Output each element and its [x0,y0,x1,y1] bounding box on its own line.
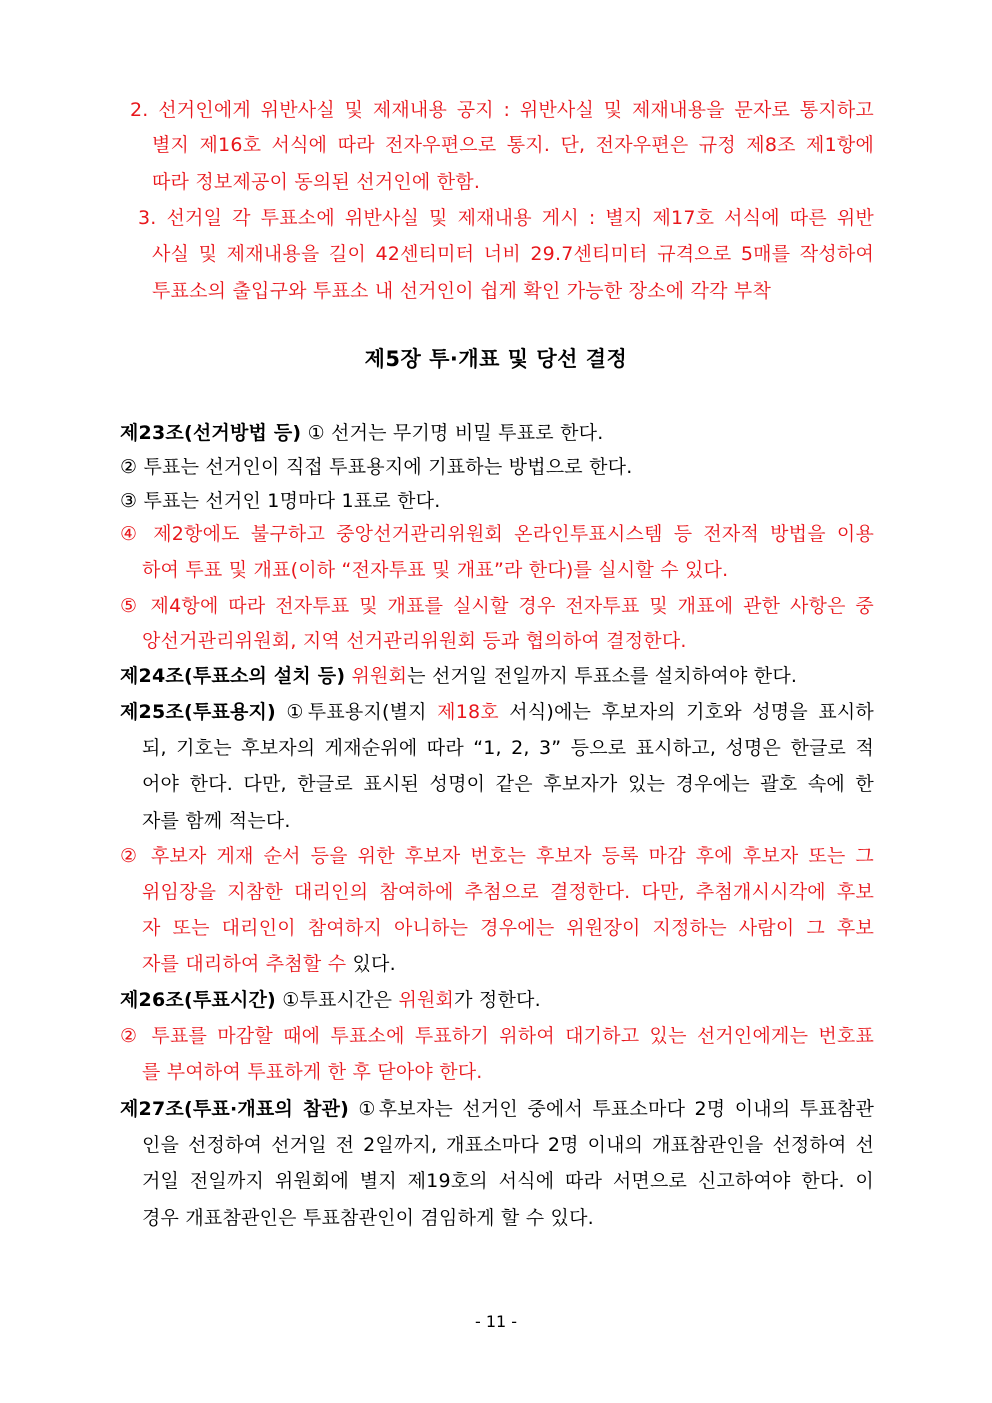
article-24-red-text: 위원회 [351,665,408,687]
article-25-para1-line4: 자를 함께 적는다. [142,810,291,832]
article-23-para5-line2: 앙선거관리위원회, 지역 선거관리위원회 등과 협의하여 결정한다. [142,630,687,652]
article-25-para1-a: ①투표용지(별지 [286,701,438,723]
item3-line2: 사실 및 제재내용을 길이 42센티미터 너비 29.7센티미터 규격으로 5매를 작성하여 [152,243,874,265]
article-26-para2-line1: ② 투표를 마감할 때에 투표소에 투표하기 위하여 대기하고 있는 선거인에게는 번호표 [120,1025,874,1047]
article-24-heading: 제24조(투표소의 설치 등) [120,665,346,687]
article-26-para2-line2: 를 부여하여 투표하게 한 후 닫아야 한다. [142,1061,483,1083]
article-25-para2-line1: ② 후보자 게재 순서 등을 위한 후보자 번호는 후보자 등록 마감 후에 후보자 또는 그 [120,845,874,867]
article-27-line1 [120,1094,874,1124]
article-23-para4-line2: 하여 투표 및 개표(이하 “전자투표 및 개표”라 한다)를 실시할 수 있다. [142,559,729,581]
article-23-para5-line1: ⑤ 제4항에 따라 전자투표 및 개표를 실시할 경우 전자투표 및 개표에 관한 사항은 중 [120,595,874,617]
article-23-para2: ② 투표는 선거인이 직접 투표용지에 기표하는 방법으로 한다. [120,456,633,478]
item2-line3: 따라 정보제공이 동의된 선거인에 한함. [152,171,481,193]
article-25-line1 [120,697,874,727]
article-25-para2-line4-black: 있다. [346,953,396,975]
article-25-heading: 제25조(투표용지) [120,701,276,723]
article-23-heading: 제23조(선거방법 등) [120,422,302,444]
article-25-para2-line4-red: 자를 대리하여 추첨할 수 [142,953,347,975]
item3-line3: 투표소의 출입구와 투표소 내 선거인이 쉽게 확인 가능한 장소에 각각 부착 [152,280,772,302]
article-25-para1-line2: 되, 기호는 후보자의 게재순위에 따라 “1, 2, 3” 등으로 표시하고, 성명은 한글로 적 [142,737,874,759]
article-26-line1 [120,985,872,1015]
article-26-para1-a: ①투표시간은 [282,989,399,1011]
item2-line2: 별지 제16호 서식에 따라 전자우편으로 통지. 단, 전자우편은 규정 제8조 제1항에 [152,134,874,156]
article-23-line1 [120,418,872,448]
item3-line1: 3. 선거일 각 투표소에 위반사실 및 제재내용 게시 : 별지 제17호 서식에 따른 위반 [138,207,874,229]
article-25-para2-line3: 자 또는 대리인이 참여하지 아니하는 경우에는 위원장이 지정하는 사람이 그 후보 [142,917,874,939]
article-26-para1-b: 가 정한다. [454,989,541,1011]
article-25-para1-line3: 어야 한다. 다만, 한글로 표시된 성명이 같은 후보자가 있는 경우에는 괄호 속에 한 [142,773,874,795]
article-24-line [120,661,872,691]
article-25-para2-line4 [142,949,894,979]
article-27-text-line1: ①후보자는 선거인 중에서 투표소마다 2명 이내의 투표참관 [358,1098,874,1120]
article-25-para2-line2: 위임장을 지참한 대리인의 참여하에 추첨으로 결정한다. 다만, 추첨개시시각에 후보 [142,881,874,903]
article-27-line3: 거일 전일까지 위원회에 별지 제19호의 서식에 따라 서면으로 신고하여야 한다. 이 [142,1170,874,1192]
article-25-para1-red: 제18호 [437,701,499,723]
article-27-heading: 제27조(투표·개표의 참관) [120,1098,349,1120]
article-26-heading: 제26조(투표시간) [120,989,276,1011]
article-23-para4-line1: ④ 제2항에도 불구하고 중앙선거관리위원회 온라인투표시스템 등 전자적 방법을 이용 [120,523,874,545]
chapter-title: 제5장 투·개표 및 당선 결정 [364,347,628,371]
article-23-para1: ① 선거는 무기명 비밀 투표로 한다. [307,422,604,444]
item2-line1: 2. 선거인에게 위반사실 및 제재내용 공지 : 위반사실 및 제재내용을 문자로 통지하고 [130,99,874,121]
article-24-text: 는 선거일 전일까지 투표소를 설치하여야 한다. [407,665,798,687]
article-25-para1-b: 서식)에는 후보자의 기호와 성명을 표시하 [498,701,874,723]
article-27-line2: 인을 선정하여 선거일 전 2일까지, 개표소마다 2명 이내의 개표참관인을 선정하여 선 [142,1134,874,1156]
article-26-para1-red: 위원회 [398,989,455,1011]
page-number: - 11 - [474,1312,518,1331]
article-27-line4: 경우 개표참관인은 투표참관인이 겸임하게 할 수 있다. [142,1207,594,1229]
article-23-para3: ③ 투표는 선거인 1명마다 1표로 한다. [120,490,441,512]
